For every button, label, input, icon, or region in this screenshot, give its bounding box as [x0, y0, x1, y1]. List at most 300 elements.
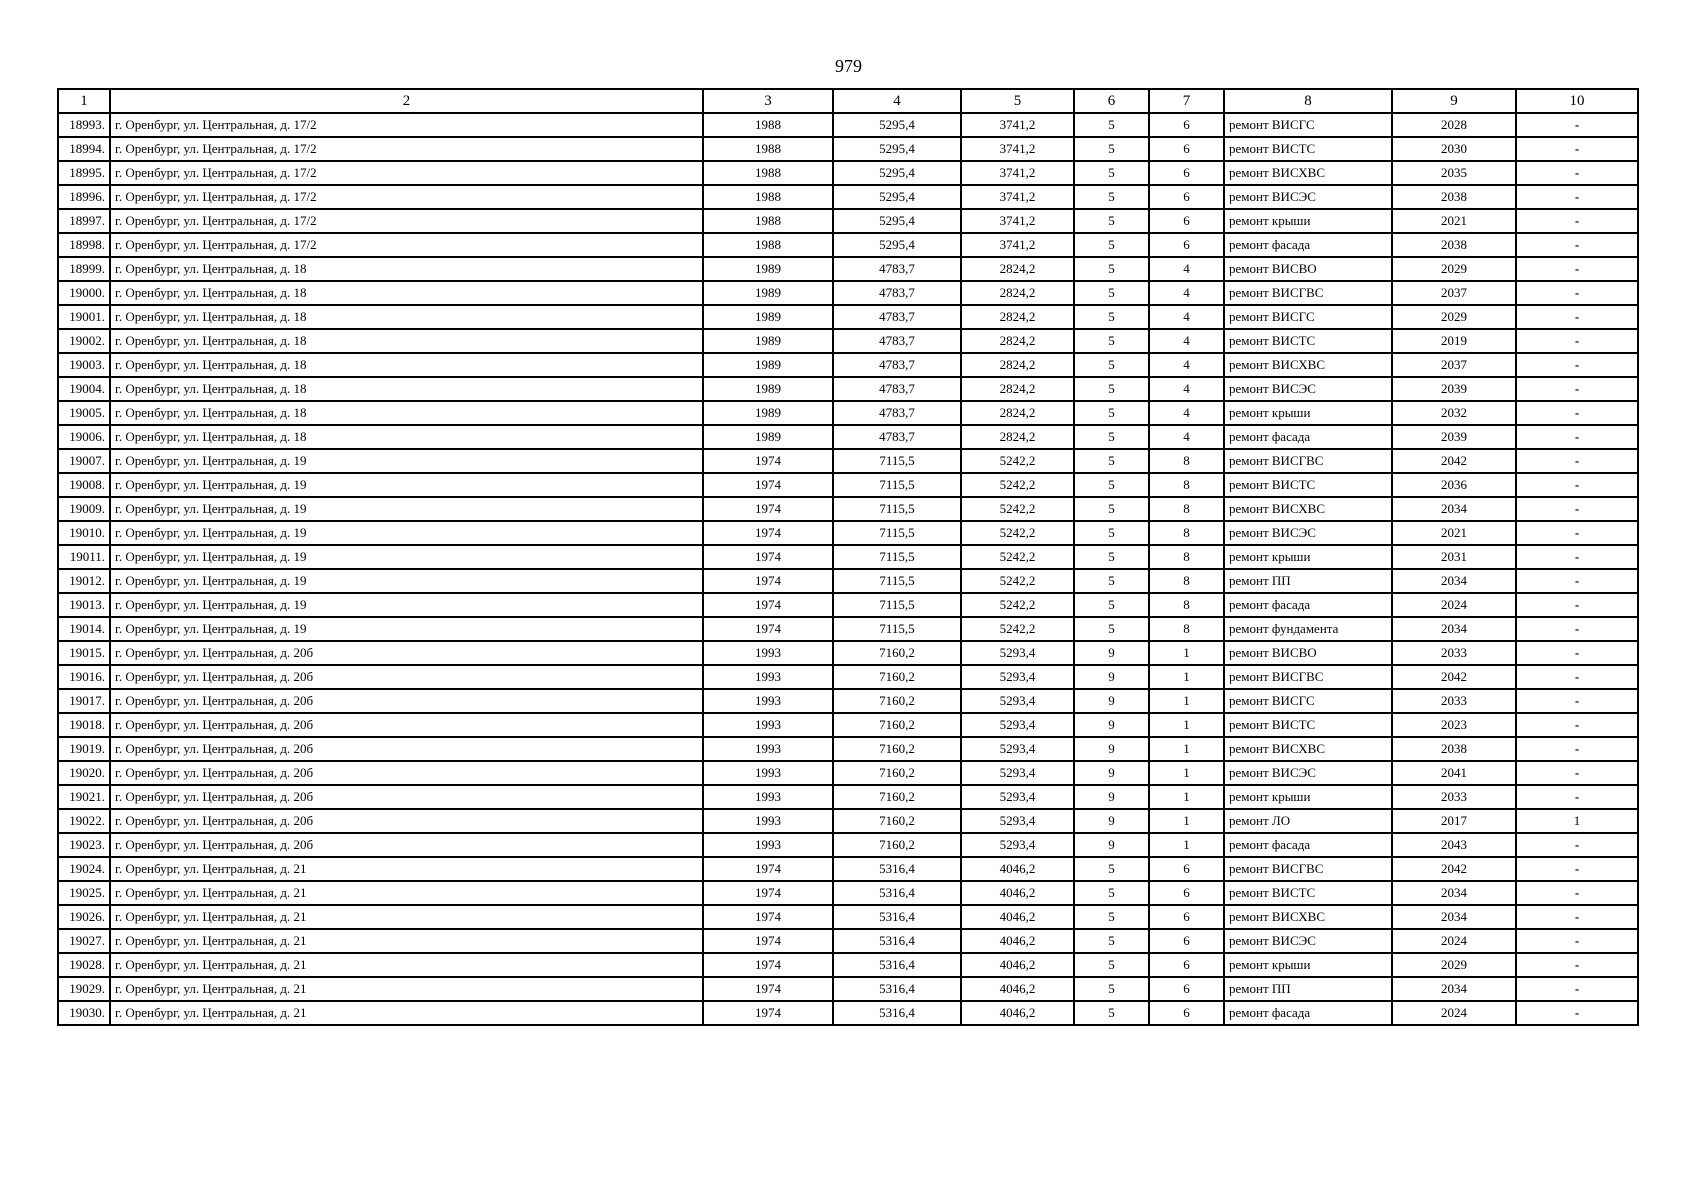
planned-year-cell: 2034	[1392, 497, 1516, 521]
row-number-cell: 19019.	[58, 737, 110, 761]
floors-cell: 5	[1074, 137, 1149, 161]
address-cell: г. Оренбург, ул. Центральная, д. 19	[110, 593, 703, 617]
work-type-cell: ремонт ВИСЭС	[1224, 185, 1392, 209]
row-number-cell: 18994.	[58, 137, 110, 161]
planned-year-cell: 2017	[1392, 809, 1516, 833]
area-living-cell: 4046,2	[961, 1001, 1074, 1025]
address-cell: г. Оренбург, ул. Центральная, д. 19	[110, 617, 703, 641]
year-cell: 1974	[703, 497, 833, 521]
entrances-cell: 4	[1149, 425, 1224, 449]
entrances-cell: 4	[1149, 401, 1224, 425]
address-cell: г. Оренбург, ул. Центральная, д. 17/2	[110, 161, 703, 185]
area-total-cell: 5316,4	[833, 929, 961, 953]
table-row	[58, 353, 1638, 377]
area-living-cell: 3741,2	[961, 185, 1074, 209]
work-type-cell: ремонт ВИСХВС	[1224, 161, 1392, 185]
work-type-cell: ремонт ВИСГВС	[1224, 449, 1392, 473]
address-cell: г. Оренбург, ул. Центральная, д. 20б	[110, 689, 703, 713]
address-cell: г. Оренбург, ул. Центральная, д. 18	[110, 305, 703, 329]
work-type-cell: ремонт ВИСВО	[1224, 257, 1392, 281]
column-10-cell: -	[1516, 377, 1638, 401]
area-living-cell: 5293,4	[961, 761, 1074, 785]
area-total-cell: 5295,4	[833, 161, 961, 185]
row-number-cell: 19025.	[58, 881, 110, 905]
year-cell: 1974	[703, 545, 833, 569]
planned-year-cell: 2038	[1392, 737, 1516, 761]
column-header: 8	[1224, 89, 1392, 113]
planned-year-cell: 2039	[1392, 377, 1516, 401]
year-cell: 1993	[703, 737, 833, 761]
planned-year-cell: 2021	[1392, 209, 1516, 233]
area-living-cell: 3741,2	[961, 209, 1074, 233]
area-total-cell: 7115,5	[833, 569, 961, 593]
header-row	[58, 89, 1638, 113]
column-10-cell: -	[1516, 737, 1638, 761]
column-header: 2	[110, 89, 703, 113]
row-number-cell: 19002.	[58, 329, 110, 353]
area-total-cell: 7160,2	[833, 833, 961, 857]
work-type-cell: ремонт ВИСГВС	[1224, 665, 1392, 689]
column-10-cell: -	[1516, 1001, 1638, 1025]
row-number-cell: 18993.	[58, 113, 110, 137]
year-cell: 1974	[703, 857, 833, 881]
column-10-cell: -	[1516, 233, 1638, 257]
row-number-cell: 19015.	[58, 641, 110, 665]
area-living-cell: 5293,4	[961, 641, 1074, 665]
year-cell: 1988	[703, 137, 833, 161]
work-type-cell: ремонт ВИСГВС	[1224, 281, 1392, 305]
work-type-cell: ремонт ВИСТС	[1224, 473, 1392, 497]
row-number-cell: 19003.	[58, 353, 110, 377]
table-row	[58, 569, 1638, 593]
address-cell: г. Оренбург, ул. Центральная, д. 20б	[110, 713, 703, 737]
row-number-cell: 18999.	[58, 257, 110, 281]
area-total-cell: 4783,7	[833, 281, 961, 305]
table-row	[58, 401, 1638, 425]
row-number-cell: 19014.	[58, 617, 110, 641]
address-cell: г. Оренбург, ул. Центральная, д. 17/2	[110, 113, 703, 137]
floors-cell: 5	[1074, 473, 1149, 497]
year-cell: 1988	[703, 161, 833, 185]
year-cell: 1974	[703, 953, 833, 977]
planned-year-cell: 2042	[1392, 857, 1516, 881]
year-cell: 1989	[703, 281, 833, 305]
address-cell: г. Оренбург, ул. Центральная, д. 20б	[110, 785, 703, 809]
floors-cell: 5	[1074, 929, 1149, 953]
area-living-cell: 2824,2	[961, 425, 1074, 449]
table-row	[58, 857, 1638, 881]
area-total-cell: 5295,4	[833, 209, 961, 233]
year-cell: 1989	[703, 329, 833, 353]
floors-cell: 5	[1074, 449, 1149, 473]
column-10-cell: -	[1516, 305, 1638, 329]
area-total-cell: 7160,2	[833, 689, 961, 713]
row-number-cell: 19023.	[58, 833, 110, 857]
area-living-cell: 5242,2	[961, 569, 1074, 593]
table-row	[58, 977, 1638, 1001]
entrances-cell: 6	[1149, 857, 1224, 881]
row-number-cell: 19012.	[58, 569, 110, 593]
entrances-cell: 4	[1149, 377, 1224, 401]
area-total-cell: 5316,4	[833, 881, 961, 905]
area-living-cell: 5293,4	[961, 809, 1074, 833]
table-row	[58, 713, 1638, 737]
area-total-cell: 7115,5	[833, 497, 961, 521]
column-10-cell: -	[1516, 137, 1638, 161]
planned-year-cell: 2033	[1392, 785, 1516, 809]
column-10-cell: -	[1516, 281, 1638, 305]
table-row	[58, 1001, 1638, 1025]
entrances-cell: 6	[1149, 977, 1224, 1001]
area-living-cell: 2824,2	[961, 329, 1074, 353]
address-cell: г. Оренбург, ул. Центральная, д. 20б	[110, 641, 703, 665]
floors-cell: 5	[1074, 233, 1149, 257]
column-header: 9	[1392, 89, 1516, 113]
area-living-cell: 5293,4	[961, 785, 1074, 809]
page-number: 979	[835, 56, 862, 76]
entrances-cell: 1	[1149, 737, 1224, 761]
floors-cell: 5	[1074, 905, 1149, 929]
floors-cell: 5	[1074, 977, 1149, 1001]
entrances-cell: 6	[1149, 905, 1224, 929]
area-living-cell: 3741,2	[961, 161, 1074, 185]
floors-cell: 5	[1074, 209, 1149, 233]
area-total-cell: 7115,5	[833, 545, 961, 569]
column-10-cell: -	[1516, 401, 1638, 425]
entrances-cell: 4	[1149, 281, 1224, 305]
row-number-cell: 19020.	[58, 761, 110, 785]
entrances-cell: 8	[1149, 473, 1224, 497]
planned-year-cell: 2032	[1392, 401, 1516, 425]
floors-cell: 5	[1074, 257, 1149, 281]
area-living-cell: 2824,2	[961, 305, 1074, 329]
area-living-cell: 3741,2	[961, 233, 1074, 257]
table-row	[58, 377, 1638, 401]
year-cell: 1989	[703, 377, 833, 401]
year-cell: 1993	[703, 689, 833, 713]
work-type-cell: ремонт крыши	[1224, 545, 1392, 569]
column-header: 5	[961, 89, 1074, 113]
row-number-cell: 19004.	[58, 377, 110, 401]
table-row	[58, 785, 1638, 809]
area-total-cell: 4783,7	[833, 257, 961, 281]
column-10-cell: -	[1516, 713, 1638, 737]
table-row	[58, 761, 1638, 785]
planned-year-cell: 2024	[1392, 1001, 1516, 1025]
area-total-cell: 4783,7	[833, 305, 961, 329]
area-living-cell: 5293,4	[961, 713, 1074, 737]
address-cell: г. Оренбург, ул. Центральная, д. 17/2	[110, 185, 703, 209]
table-body	[58, 113, 1638, 1025]
year-cell: 1993	[703, 713, 833, 737]
floors-cell: 5	[1074, 401, 1149, 425]
column-10-cell: -	[1516, 353, 1638, 377]
area-living-cell: 5242,2	[961, 545, 1074, 569]
address-cell: г. Оренбург, ул. Центральная, д. 18	[110, 353, 703, 377]
column-10-cell: -	[1516, 569, 1638, 593]
area-living-cell: 5293,4	[961, 833, 1074, 857]
column-10-cell: -	[1516, 497, 1638, 521]
work-type-cell: ремонт крыши	[1224, 401, 1392, 425]
entrances-cell: 6	[1149, 185, 1224, 209]
column-10-cell: -	[1516, 161, 1638, 185]
table-row	[58, 905, 1638, 929]
year-cell: 1989	[703, 425, 833, 449]
work-type-cell: ремонт крыши	[1224, 785, 1392, 809]
area-total-cell: 4783,7	[833, 329, 961, 353]
table-row	[58, 689, 1638, 713]
planned-year-cell: 2029	[1392, 953, 1516, 977]
address-cell: г. Оренбург, ул. Центральная, д. 20б	[110, 737, 703, 761]
column-header: 3	[703, 89, 833, 113]
row-number-cell: 19029.	[58, 977, 110, 1001]
row-number-cell: 18997.	[58, 209, 110, 233]
column-header: 1	[58, 89, 110, 113]
table-row	[58, 809, 1638, 833]
row-number-cell: 19021.	[58, 785, 110, 809]
floors-cell: 9	[1074, 785, 1149, 809]
area-total-cell: 7160,2	[833, 713, 961, 737]
floors-cell: 5	[1074, 521, 1149, 545]
entrances-cell: 1	[1149, 761, 1224, 785]
table-row	[58, 425, 1638, 449]
area-total-cell: 4783,7	[833, 377, 961, 401]
row-number-cell: 19017.	[58, 689, 110, 713]
work-type-cell: ремонт фасада	[1224, 1001, 1392, 1025]
column-10-cell: -	[1516, 185, 1638, 209]
work-type-cell: ремонт ВИСХВС	[1224, 353, 1392, 377]
table-row	[58, 641, 1638, 665]
area-total-cell: 7160,2	[833, 737, 961, 761]
floors-cell: 5	[1074, 545, 1149, 569]
address-cell: г. Оренбург, ул. Центральная, д. 19	[110, 521, 703, 545]
year-cell: 1988	[703, 113, 833, 137]
area-living-cell: 4046,2	[961, 929, 1074, 953]
row-number-cell: 19013.	[58, 593, 110, 617]
column-10-cell: -	[1516, 521, 1638, 545]
floors-cell: 5	[1074, 425, 1149, 449]
area-total-cell: 5295,4	[833, 233, 961, 257]
floors-cell: 5	[1074, 305, 1149, 329]
entrances-cell: 1	[1149, 809, 1224, 833]
planned-year-cell: 2028	[1392, 113, 1516, 137]
area-total-cell: 4783,7	[833, 353, 961, 377]
column-header: 6	[1074, 89, 1149, 113]
planned-year-cell: 2024	[1392, 929, 1516, 953]
address-cell: г. Оренбург, ул. Центральная, д. 21	[110, 1001, 703, 1025]
entrances-cell: 4	[1149, 329, 1224, 353]
area-total-cell: 7160,2	[833, 761, 961, 785]
area-living-cell: 5242,2	[961, 473, 1074, 497]
area-total-cell: 5295,4	[833, 185, 961, 209]
floors-cell: 9	[1074, 833, 1149, 857]
floors-cell: 5	[1074, 593, 1149, 617]
area-living-cell: 2824,2	[961, 257, 1074, 281]
planned-year-cell: 2034	[1392, 977, 1516, 1001]
address-cell: г. Оренбург, ул. Центральная, д. 19	[110, 473, 703, 497]
work-type-cell: ремонт ВИСТС	[1224, 329, 1392, 353]
work-type-cell: ремонт ПП	[1224, 977, 1392, 1001]
area-living-cell: 4046,2	[961, 905, 1074, 929]
year-cell: 1988	[703, 209, 833, 233]
area-living-cell: 4046,2	[961, 953, 1074, 977]
planned-year-cell: 2029	[1392, 305, 1516, 329]
floors-cell: 5	[1074, 281, 1149, 305]
year-cell: 1974	[703, 569, 833, 593]
table-row	[58, 329, 1638, 353]
table-row	[58, 545, 1638, 569]
floors-cell: 9	[1074, 689, 1149, 713]
table-row	[58, 737, 1638, 761]
entrances-cell: 1	[1149, 713, 1224, 737]
area-living-cell: 3741,2	[961, 137, 1074, 161]
entrances-cell: 6	[1149, 137, 1224, 161]
address-cell: г. Оренбург, ул. Центральная, д. 19	[110, 545, 703, 569]
column-10-cell: -	[1516, 857, 1638, 881]
planned-year-cell: 2034	[1392, 569, 1516, 593]
area-living-cell: 5293,4	[961, 665, 1074, 689]
area-total-cell: 5295,4	[833, 113, 961, 137]
work-type-cell: ремонт фасада	[1224, 833, 1392, 857]
column-10-cell: -	[1516, 977, 1638, 1001]
entrances-cell: 6	[1149, 161, 1224, 185]
table-row	[58, 161, 1638, 185]
table-row	[58, 209, 1638, 233]
column-10-cell: -	[1516, 473, 1638, 497]
work-type-cell: ремонт ВИСТС	[1224, 881, 1392, 905]
year-cell: 1974	[703, 881, 833, 905]
entrances-cell: 6	[1149, 953, 1224, 977]
floors-cell: 5	[1074, 617, 1149, 641]
year-cell: 1974	[703, 473, 833, 497]
table-row	[58, 449, 1638, 473]
work-type-cell: ремонт ЛО	[1224, 809, 1392, 833]
floors-cell: 5	[1074, 185, 1149, 209]
address-cell: г. Оренбург, ул. Центральная, д. 17/2	[110, 209, 703, 233]
year-cell: 1974	[703, 977, 833, 1001]
year-cell: 1974	[703, 929, 833, 953]
floors-cell: 9	[1074, 665, 1149, 689]
planned-year-cell: 2021	[1392, 521, 1516, 545]
planned-year-cell: 2019	[1392, 329, 1516, 353]
area-living-cell: 5242,2	[961, 593, 1074, 617]
area-total-cell: 7115,5	[833, 473, 961, 497]
area-total-cell: 7115,5	[833, 617, 961, 641]
table-row	[58, 281, 1638, 305]
address-cell: г. Оренбург, ул. Центральная, д. 19	[110, 569, 703, 593]
column-10-cell: -	[1516, 545, 1638, 569]
address-cell: г. Оренбург, ул. Центральная, д. 18	[110, 257, 703, 281]
planned-year-cell: 2023	[1392, 713, 1516, 737]
floors-cell: 5	[1074, 353, 1149, 377]
address-cell: г. Оренбург, ул. Центральная, д. 21	[110, 857, 703, 881]
column-header: 7	[1149, 89, 1224, 113]
column-10-cell: -	[1516, 209, 1638, 233]
entrances-cell: 8	[1149, 545, 1224, 569]
column-10-cell: -	[1516, 641, 1638, 665]
work-type-cell: ремонт ВИСЭС	[1224, 377, 1392, 401]
floors-cell: 9	[1074, 713, 1149, 737]
address-cell: г. Оренбург, ул. Центральная, д. 18	[110, 401, 703, 425]
row-number-cell: 19000.	[58, 281, 110, 305]
table-row	[58, 137, 1638, 161]
planned-year-cell: 2024	[1392, 593, 1516, 617]
column-10-cell: -	[1516, 785, 1638, 809]
row-number-cell: 19027.	[58, 929, 110, 953]
column-10-cell: -	[1516, 833, 1638, 857]
planned-year-cell: 2031	[1392, 545, 1516, 569]
entrances-cell: 8	[1149, 449, 1224, 473]
year-cell: 1974	[703, 593, 833, 617]
planned-year-cell: 2033	[1392, 641, 1516, 665]
area-living-cell: 2824,2	[961, 377, 1074, 401]
floors-cell: 5	[1074, 569, 1149, 593]
entrances-cell: 8	[1149, 521, 1224, 545]
year-cell: 1989	[703, 305, 833, 329]
column-10-cell: -	[1516, 257, 1638, 281]
entrances-cell: 1	[1149, 665, 1224, 689]
work-type-cell: ремонт фасада	[1224, 233, 1392, 257]
table-row	[58, 113, 1638, 137]
work-type-cell: ремонт ВИСГС	[1224, 689, 1392, 713]
area-total-cell: 4783,7	[833, 401, 961, 425]
work-type-cell: ремонт фундамента	[1224, 617, 1392, 641]
floors-cell: 5	[1074, 881, 1149, 905]
row-number-cell: 19022.	[58, 809, 110, 833]
area-total-cell: 5295,4	[833, 137, 961, 161]
year-cell: 1989	[703, 257, 833, 281]
area-living-cell: 2824,2	[961, 281, 1074, 305]
entrances-cell: 1	[1149, 641, 1224, 665]
area-living-cell: 4046,2	[961, 881, 1074, 905]
row-number-cell: 19028.	[58, 953, 110, 977]
table-row	[58, 881, 1638, 905]
area-total-cell: 7160,2	[833, 665, 961, 689]
entrances-cell: 6	[1149, 233, 1224, 257]
table-row	[58, 521, 1638, 545]
table-row	[58, 497, 1638, 521]
work-type-cell: ремонт ВИСХВС	[1224, 497, 1392, 521]
row-number-cell: 19011.	[58, 545, 110, 569]
year-cell: 1974	[703, 449, 833, 473]
column-10-cell: -	[1516, 425, 1638, 449]
area-total-cell: 5316,4	[833, 1001, 961, 1025]
column-10-cell: -	[1516, 905, 1638, 929]
area-living-cell: 2824,2	[961, 353, 1074, 377]
planned-year-cell: 2038	[1392, 185, 1516, 209]
table-row	[58, 617, 1638, 641]
work-type-cell: ремонт фасада	[1224, 593, 1392, 617]
work-type-cell: ремонт ВИСЭС	[1224, 521, 1392, 545]
column-10-cell: -	[1516, 593, 1638, 617]
planned-year-cell: 2034	[1392, 881, 1516, 905]
entrances-cell: 4	[1149, 353, 1224, 377]
planned-year-cell: 2030	[1392, 137, 1516, 161]
address-cell: г. Оренбург, ул. Центральная, д. 19	[110, 497, 703, 521]
work-type-cell: ремонт ВИСХВС	[1224, 737, 1392, 761]
planned-year-cell: 2034	[1392, 905, 1516, 929]
planned-year-cell: 2041	[1392, 761, 1516, 785]
floors-cell: 5	[1074, 1001, 1149, 1025]
address-cell: г. Оренбург, ул. Центральная, д. 21	[110, 881, 703, 905]
year-cell: 1988	[703, 233, 833, 257]
area-living-cell: 3741,2	[961, 113, 1074, 137]
floors-cell: 9	[1074, 761, 1149, 785]
area-total-cell: 7160,2	[833, 785, 961, 809]
address-cell: г. Оренбург, ул. Центральная, д. 21	[110, 929, 703, 953]
floors-cell: 9	[1074, 737, 1149, 761]
entrances-cell: 6	[1149, 881, 1224, 905]
